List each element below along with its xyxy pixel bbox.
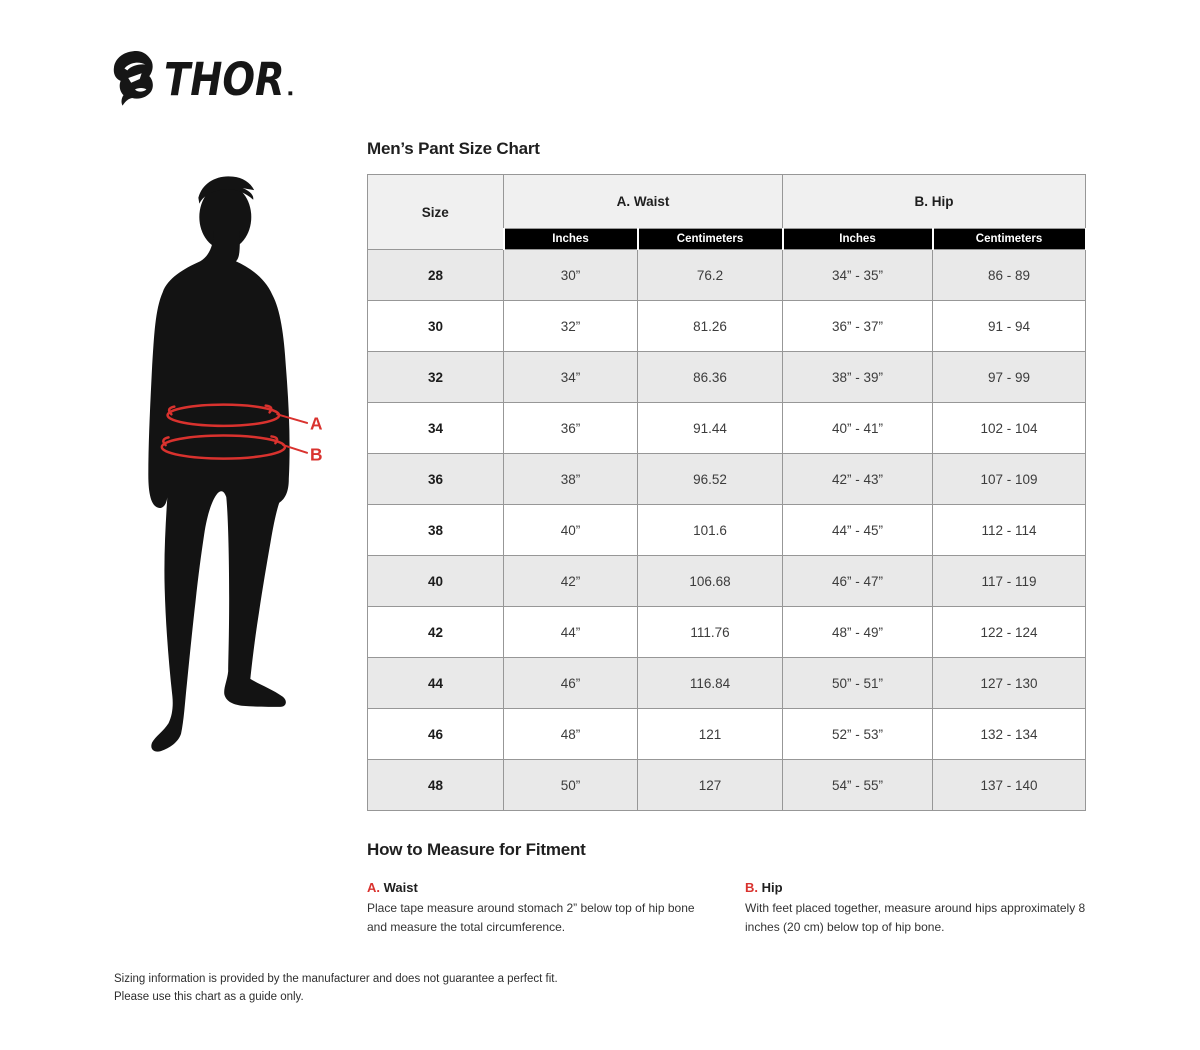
cell-waist-inches: 42” <box>504 556 638 607</box>
male-silhouette-diagram <box>131 164 335 782</box>
cell-hip-centimeters: 97 - 99 <box>933 352 1086 403</box>
size-table <box>367 174 1087 811</box>
cell-hip-centimeters: 102 - 104 <box>933 403 1086 454</box>
cell-hip-centimeters: 137 - 140 <box>933 760 1086 811</box>
header-hip: B. Hip <box>783 175 1086 229</box>
size-table-body <box>368 250 1086 811</box>
cell-hip-centimeters: 122 - 124 <box>933 607 1086 658</box>
cell-waist-centimeters: 96.52 <box>638 454 783 505</box>
size-table-row <box>368 709 1086 760</box>
waist-instruction-label <box>367 880 713 895</box>
cell-hip-centimeters: 112 - 114 <box>933 505 1086 556</box>
table-header-row <box>368 175 1086 229</box>
hip-instructions <box>745 880 1105 936</box>
cell-waist-centimeters: 91.44 <box>638 403 783 454</box>
cell-hip-inches: 54” - 55” <box>783 760 933 811</box>
disclaimer-line-1: Sizing information is provided by the manufacturer and does not guarantee a perfect fit. <box>114 973 558 985</box>
how-to-measure-section <box>367 840 1087 934</box>
size-table-row <box>368 454 1086 505</box>
header-size: Size <box>368 175 504 250</box>
cell-waist-inches: 36” <box>504 403 638 454</box>
cell-size: 42 <box>368 607 504 658</box>
cell-waist-centimeters: 121 <box>638 709 783 760</box>
cell-waist-inches: 44” <box>504 607 638 658</box>
unit-hip-centimeters: Centimeters <box>933 229 1086 250</box>
cell-hip-inches: 38” - 39” <box>783 352 933 403</box>
cell-waist-inches: 46” <box>504 658 638 709</box>
disclaimer-line-2: Please use this chart as a guide only. <box>114 991 304 1004</box>
size-table-row <box>368 760 1086 811</box>
size-table-row <box>368 607 1086 658</box>
cell-size: 38 <box>368 505 504 556</box>
cell-size: 48 <box>368 760 504 811</box>
header-waist: A. Waist <box>504 175 783 229</box>
size-table-row <box>368 352 1086 403</box>
waist-instruction-text: Place tape measure around stomach 2” below top of hip bone and measure the total circumference. <box>367 901 695 934</box>
cell-hip-centimeters: 86 - 89 <box>933 250 1086 301</box>
cell-hip-inches: 36” - 37” <box>783 301 933 352</box>
cell-size: 34 <box>368 403 504 454</box>
cell-waist-inches: 48” <box>504 709 638 760</box>
hip-label-name: Hip <box>761 880 783 895</box>
size-table-row <box>368 505 1086 556</box>
cell-hip-inches: 34” - 35” <box>783 250 933 301</box>
cell-hip-centimeters: 117 - 119 <box>933 556 1086 607</box>
cell-hip-inches: 40” - 41” <box>783 403 933 454</box>
cell-waist-centimeters: 76.2 <box>638 250 783 301</box>
size-table-row <box>368 403 1086 454</box>
cell-size: 36 <box>368 454 504 505</box>
waist-label-name: Waist <box>383 880 418 895</box>
brand-logo <box>113 50 298 106</box>
cell-waist-centimeters: 106.68 <box>638 556 783 607</box>
unit-waist-centimeters: Centimeters <box>638 229 783 250</box>
size-table-row <box>368 556 1086 607</box>
cell-hip-inches: 48” - 49” <box>783 607 933 658</box>
cell-hip-centimeters: 107 - 109 <box>933 454 1086 505</box>
cell-waist-centimeters: 116.84 <box>638 658 783 709</box>
cell-size: 40 <box>368 556 504 607</box>
brand-wordmark <box>164 50 298 106</box>
cell-waist-centimeters: 81.26 <box>638 301 783 352</box>
trademark-dot <box>288 91 292 95</box>
cell-waist-centimeters: 101.6 <box>638 505 783 556</box>
hip-label-b: B <box>309 444 323 465</box>
cell-hip-inches: 50” - 51” <box>783 658 933 709</box>
sizing-disclaimer <box>114 970 558 1007</box>
cell-waist-centimeters: 127 <box>638 760 783 811</box>
cell-hip-centimeters: 91 - 94 <box>933 301 1086 352</box>
unit-waist-inches: Inches <box>504 229 638 250</box>
cell-hip-inches: 44” - 45” <box>783 505 933 556</box>
waist-instructions <box>367 880 713 936</box>
cell-hip-inches: 42” - 43” <box>783 454 933 505</box>
hip-instruction-label <box>745 880 1105 895</box>
cell-waist-inches: 40” <box>504 505 638 556</box>
measurement-figure <box>131 164 335 787</box>
cell-hip-inches: 52” - 53” <box>783 709 933 760</box>
cell-size: 30 <box>368 301 504 352</box>
cell-size: 28 <box>368 250 504 301</box>
hip-label-prefix: B. <box>745 880 758 895</box>
hip-instruction-text: With feet placed together, measure around hips approximately 8 inches (20 cm) below top of hip bone. <box>745 901 1086 934</box>
cell-waist-inches: 50” <box>504 760 638 811</box>
cell-hip-centimeters: 127 - 130 <box>933 658 1086 709</box>
size-table-row <box>368 250 1086 301</box>
cell-waist-inches: 34” <box>504 352 638 403</box>
cell-waist-centimeters: 111.76 <box>638 607 783 658</box>
silhouette-body <box>148 231 289 752</box>
how-to-measure-title: How to Measure for Fitment <box>367 840 586 859</box>
cell-size: 46 <box>368 709 504 760</box>
cell-hip-centimeters: 132 - 134 <box>933 709 1086 760</box>
brand-wordmark-text: THOR <box>164 53 285 106</box>
waist-label-a: A <box>309 413 323 434</box>
cell-waist-inches: 32” <box>504 301 638 352</box>
size-table-row <box>368 658 1086 709</box>
cell-waist-inches: 38” <box>504 454 638 505</box>
unit-hip-inches: Inches <box>783 229 933 250</box>
cell-waist-centimeters: 86.36 <box>638 352 783 403</box>
cell-size: 44 <box>368 658 504 709</box>
cell-size: 32 <box>368 352 504 403</box>
cell-hip-inches: 46” - 47” <box>783 556 933 607</box>
thor-goat-head-icon <box>113 50 155 106</box>
size-table-row <box>368 301 1086 352</box>
size-chart-title: Men’s Pant Size Chart <box>367 139 540 158</box>
cell-waist-inches: 30” <box>504 250 638 301</box>
waist-label-prefix: A. <box>367 880 380 895</box>
